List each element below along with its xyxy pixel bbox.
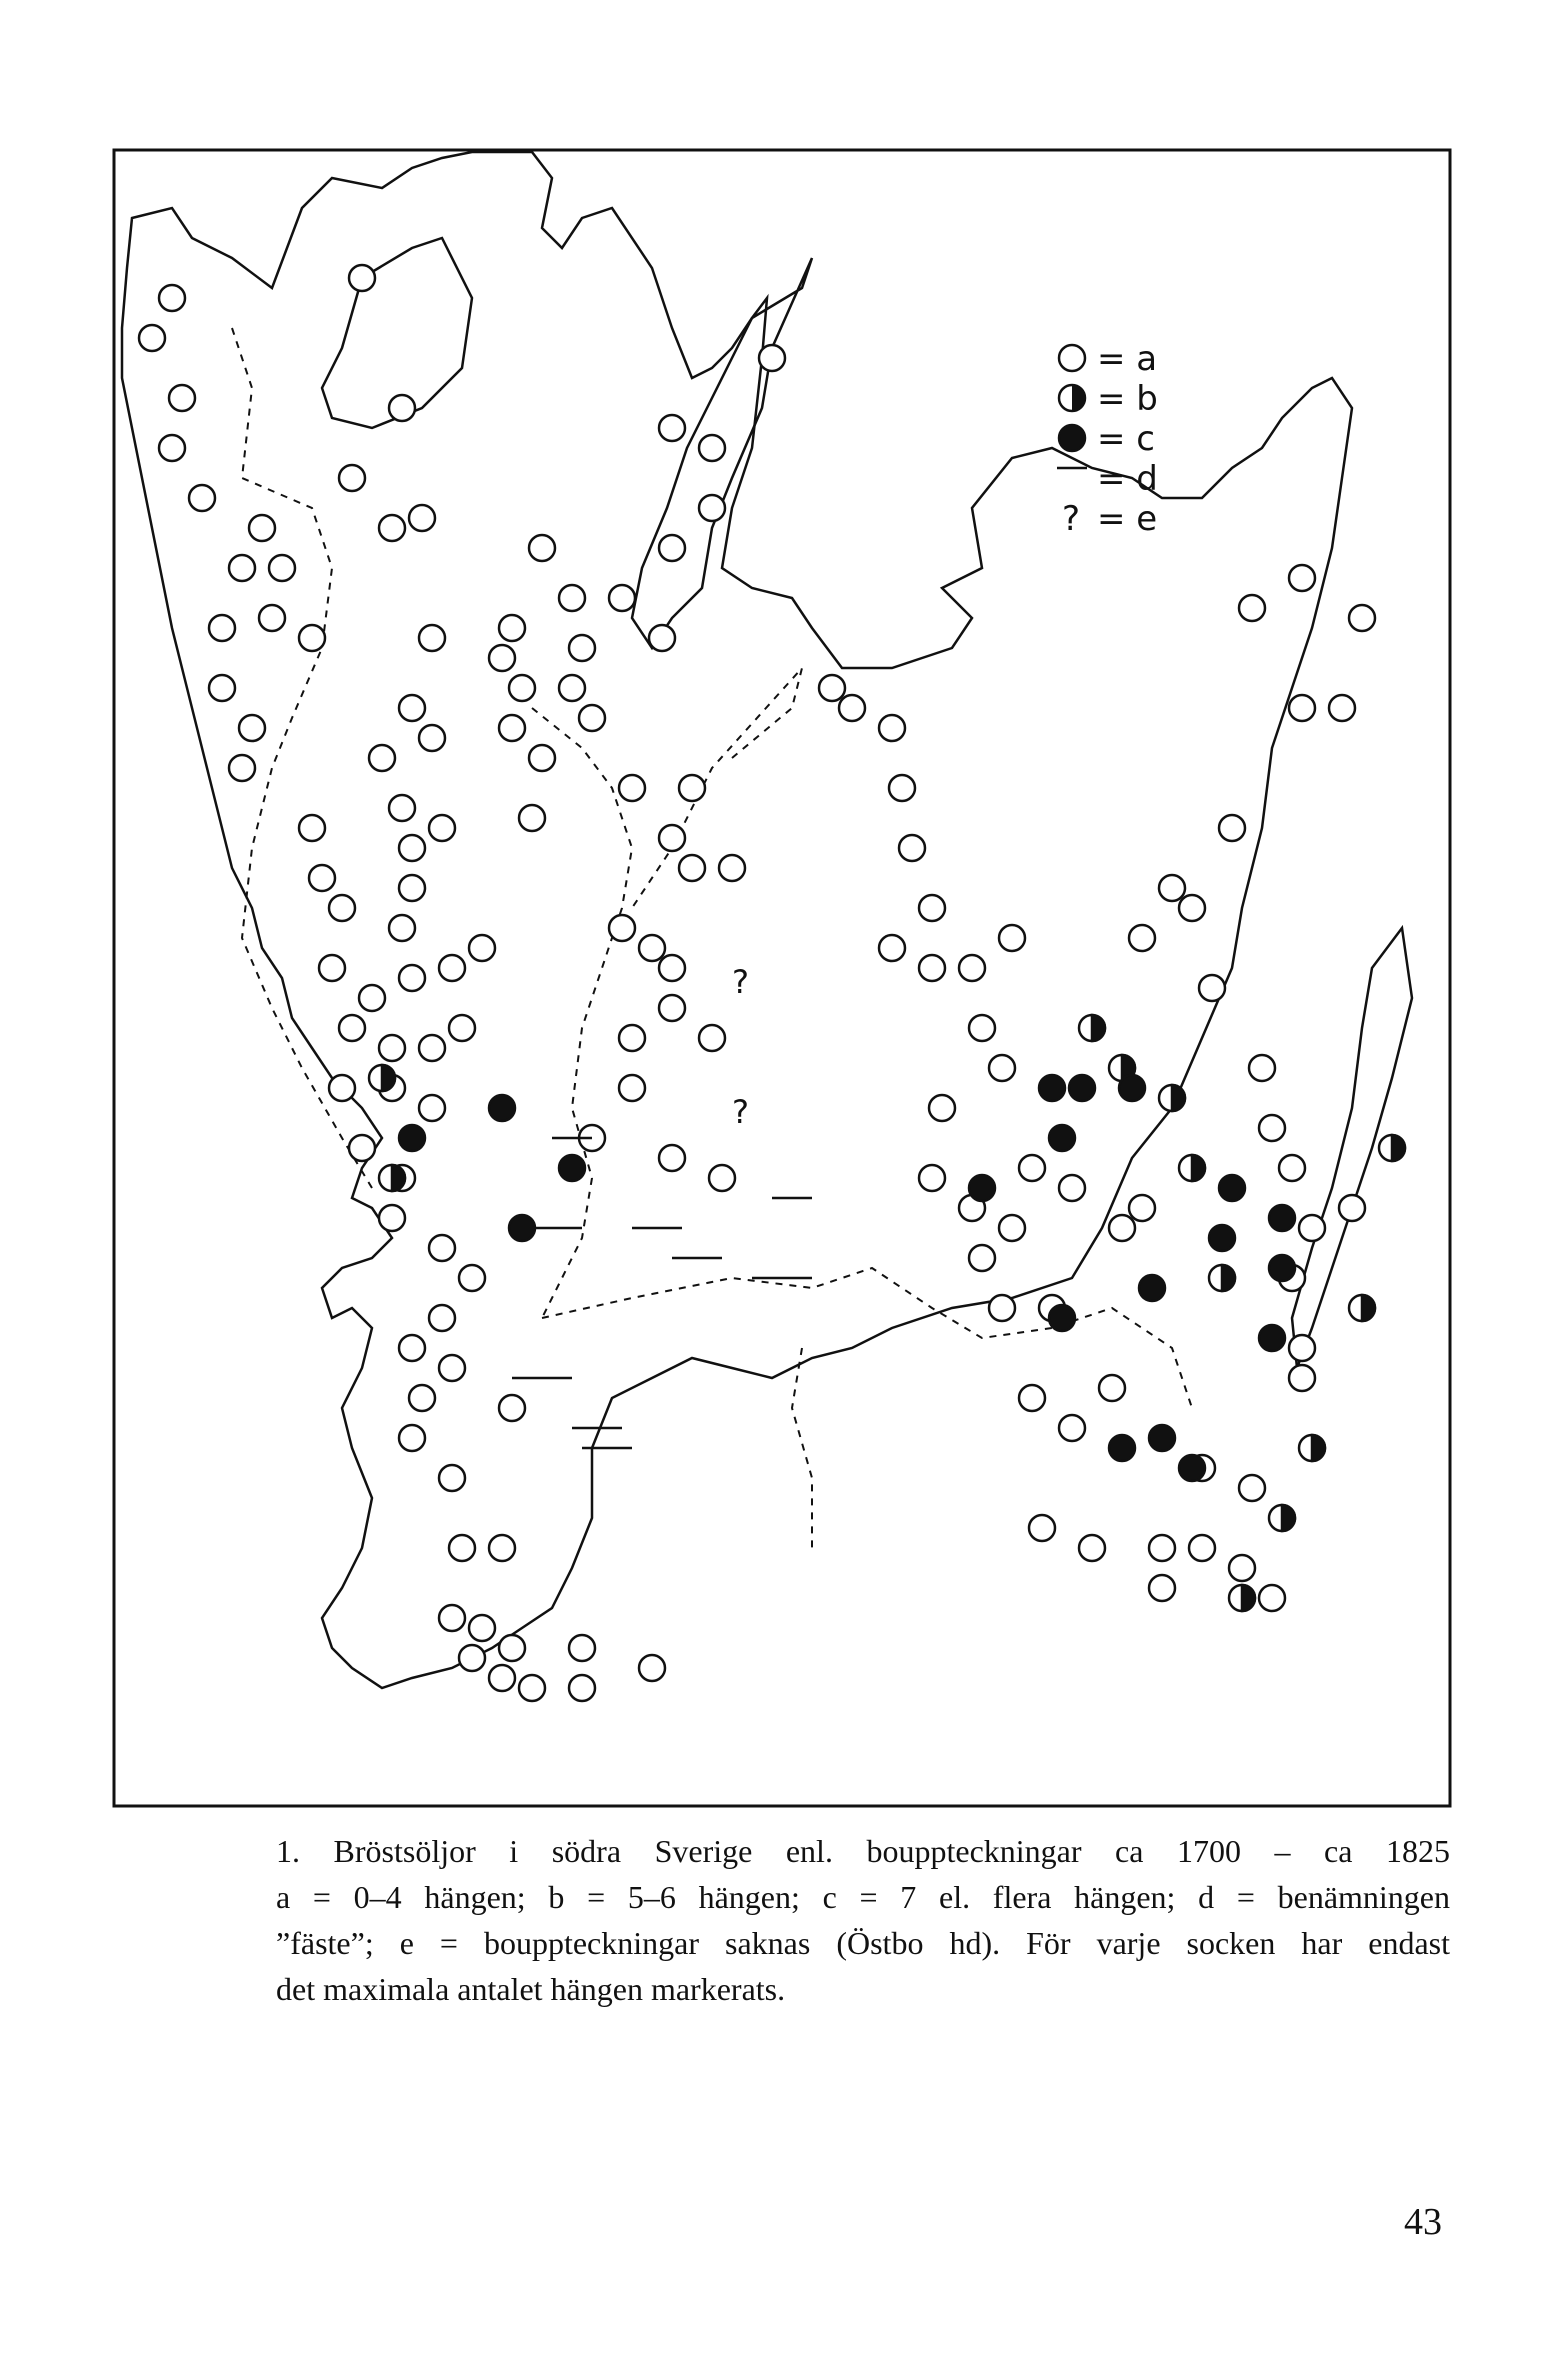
symbol-group-d — [512, 1138, 812, 1448]
legend-question-icon: ? — [1062, 499, 1081, 539]
coastline — [122, 152, 1352, 1688]
half-circle-marker — [369, 1065, 395, 1091]
symbol-group-c — [399, 1075, 1295, 1481]
half-circle-marker — [1269, 1505, 1295, 1531]
half-circle-marker — [379, 1165, 405, 1191]
half-circle-marker — [1209, 1265, 1235, 1291]
question-mark-2: ? — [732, 1093, 749, 1131]
half-circle-marker — [1379, 1135, 1405, 1161]
half-circle-marker — [1179, 1155, 1205, 1181]
half-circle-marker — [1159, 1085, 1185, 1111]
half-circle-marker — [1299, 1435, 1325, 1461]
map-svg — [112, 148, 1452, 1808]
half-circle-marker — [1349, 1295, 1375, 1321]
caption-line-1: 1. Bröstsöljor i södra Sverige enl. bouppteckningar ca 1700 – ca 1825 — [276, 1833, 1450, 1869]
legend-half-circle-icon — [1059, 385, 1085, 411]
legend-label-b: = b — [1097, 379, 1158, 419]
question-mark-1: ? — [732, 963, 749, 1001]
map-legend — [1057, 339, 1158, 539]
figure-caption — [276, 1828, 1450, 2012]
symbol-group-a — [139, 265, 1375, 1701]
caption-line-3: ”fäste”; e = bouppteckningar saknas (Östbo hd). För varje socken har endast — [276, 1925, 1450, 1961]
half-circle-marker — [1229, 1585, 1255, 1611]
caption-line-4: det maximala antalet hängen markerats. — [276, 1971, 786, 2007]
legend-open-circle-icon — [1059, 345, 1085, 371]
symbol-group-b — [369, 1015, 1405, 1611]
map-figure — [112, 148, 1452, 1808]
legend-label-e: = e — [1097, 499, 1158, 539]
legend-filled-circle-icon — [1059, 425, 1085, 451]
page-number: 43 — [1404, 2201, 1442, 2243]
map-symbols — [139, 265, 1405, 1701]
caption-line-2: a = 0–4 hängen; b = 5–6 hängen; c = 7 el. flera hängen; d = benämningen — [276, 1879, 1450, 1915]
legend-label-d: = d — [1097, 459, 1158, 499]
legend-label-a: = a — [1097, 339, 1158, 379]
half-circle-marker — [1079, 1015, 1105, 1041]
legend-label-c: = c — [1097, 419, 1155, 459]
